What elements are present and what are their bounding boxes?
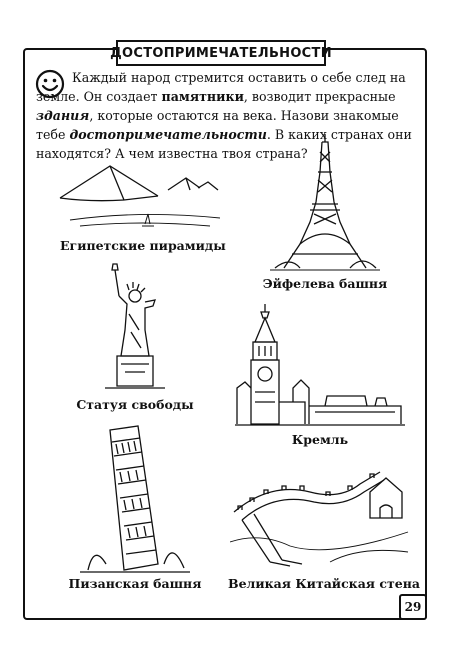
intro-text-1: Каждый народ стремится оставить о себе след на земле. Он создает (36, 70, 406, 104)
caption-statue-of-liberty: Статуя свободы (76, 397, 194, 412)
kremlin-illustration (235, 302, 405, 426)
intro-bold-buildings: здания (36, 108, 90, 123)
caption-eiffel-tower: Эйфелева башня (262, 276, 388, 291)
intro-text-3: , которые остаются на века. Назови знакомые тебе (36, 108, 399, 142)
leaning-tower-of-pisa-illustration (80, 424, 190, 574)
intro-bold-landmarks: достопримечательности (69, 127, 267, 142)
eiffel-tower-illustration (270, 132, 380, 272)
page-title: ДОСТОПРИМЕЧАТЕЛЬНОСТИ (116, 40, 326, 66)
page-number: 29 (399, 594, 427, 620)
caption-pisa-tower: Пизанская башня (68, 576, 202, 591)
statue-of-liberty-illustration (95, 260, 175, 390)
caption-pyramids: Египетские пирамиды (60, 238, 226, 253)
intro-text-4: . В каких странах они находятся? А чем известна твоя страна? (36, 127, 412, 161)
intro-text-2: , возводит прекрасные (243, 89, 396, 104)
intro-bold-monuments: памятники (161, 89, 244, 104)
pyramids-illustration (50, 160, 230, 240)
caption-kremlin: Кремль (291, 432, 349, 447)
caption-great-wall: Великая Китайская стена (228, 576, 420, 591)
great-wall-illustration (230, 462, 410, 570)
